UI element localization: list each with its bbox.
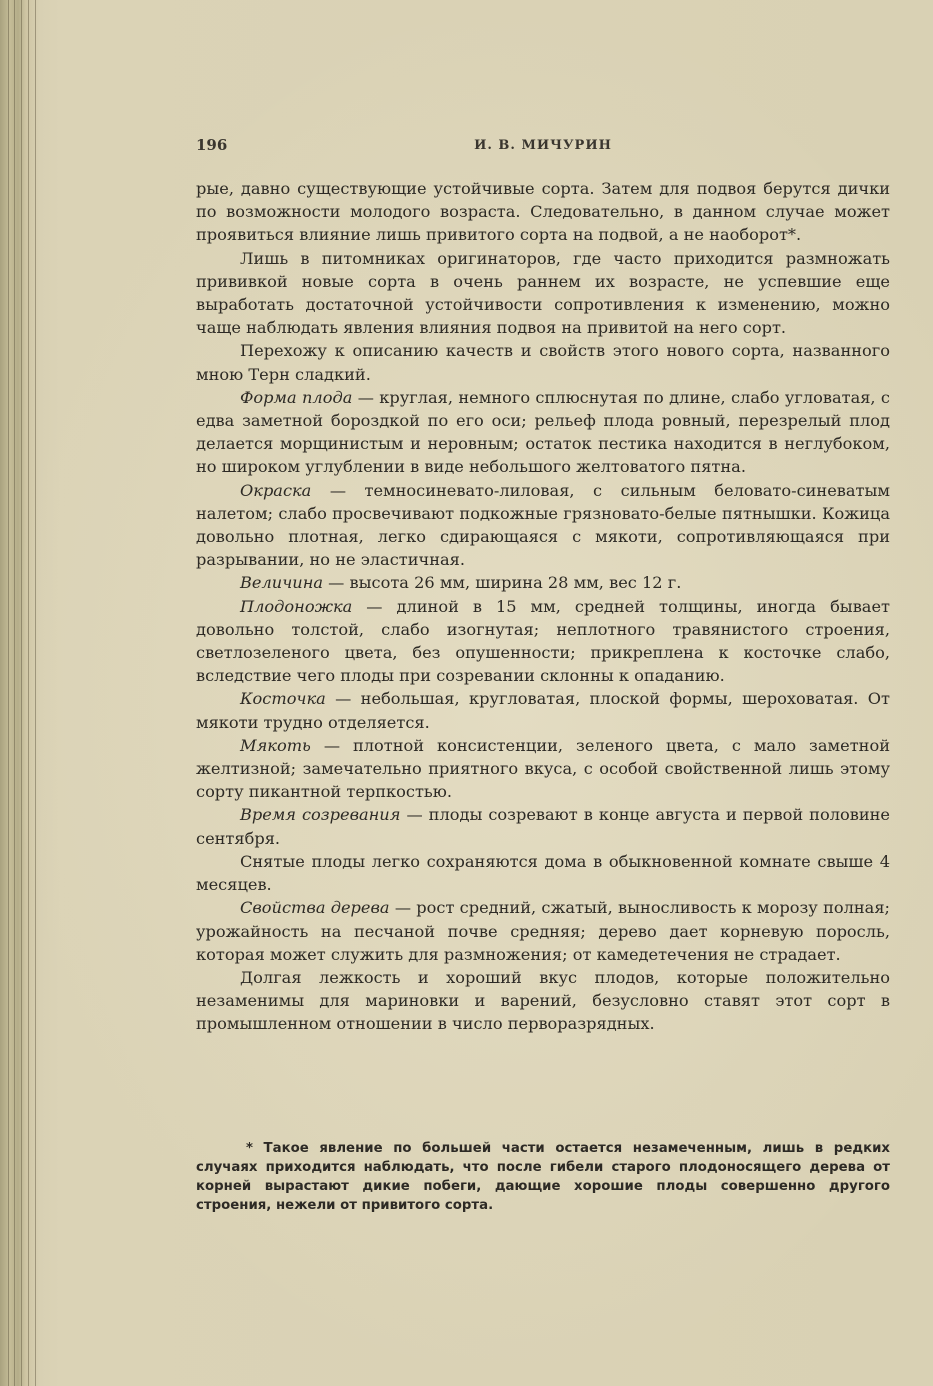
- page-edge-line: [35, 0, 36, 1386]
- paragraph-text: — высота 26 мм, ширина 28 мм, вес 12 г.: [323, 573, 682, 593]
- body-text: [196, 177, 890, 1036]
- footnote-text: * Такое явление по большей части остается незамеченным, лишь в редких случаях приходится наблюдать, что после гибели старого плодоносящего дерева от корней вырастают дикие побеги, дающие хорошие плоды совершенно другого строения, нежели от привитого сорта.: [196, 1141, 890, 1213]
- paragraph: [196, 896, 890, 966]
- paragraph: [196, 571, 890, 594]
- paragraph-text: Лишь в питомниках оригинаторов, где часто приходится размножать прививкой новые сорта в очень раннем их возрасте, не успевшие еще выработать достаточной устойчивости сопротивления к изменению, можно чаще наблюдать явления влияния подвоя на привитой на него сорт.: [196, 248, 890, 338]
- paragraph-text: Снятые плоды легко сохраняются дома в обыкновенной комнате свыше 4 месяцев.: [196, 851, 890, 895]
- paragraph-term: Окраска: [240, 480, 312, 500]
- page-edge-line: [14, 0, 15, 1386]
- paragraph-term: Величина: [240, 573, 324, 593]
- paragraph: [196, 386, 890, 479]
- paragraph: [196, 734, 890, 804]
- running-title: И. В. МИЧУРИН: [474, 138, 612, 153]
- paragraph-text: — небольшая, кругловатая, плоской формы, шероховатая. От мякоти трудно отделяется.: [196, 689, 890, 732]
- paragraph-text: — круглая, немного сплюснутая по длине, слабо угловатая, с едва заметной бороздкой по его оси; рельеф плода ровный, перезрелый плод делается морщинистым и неровным; остаток пестика находится в неглубоком, но широком углублении в виде небольшого желтоватого пятна.: [196, 387, 890, 477]
- paragraph: [196, 966, 890, 1036]
- page-edge-line: [28, 0, 29, 1386]
- paragraph-text: — темносиневато-лиловая, с сильным беловато-синеватым налетом; слабо просвечивают подкожные грязновато-белые пятнышки. Кожица довольно плотная, легко сдирающаяся с мякоти, сопротивляющаяся при разрывании, но не эластичная.: [196, 480, 890, 570]
- paragraph-term: Мякоть: [240, 735, 311, 755]
- paragraph-text: Долгая лежкость и хороший вкус плодов, которые положительно незаменимы для мариновки и варений, безусловно ставят этот сорт в промышленном отношении в число перворазрядных.: [196, 967, 890, 1034]
- paragraph-term: Плодоножка: [240, 596, 353, 616]
- paragraph: [196, 687, 890, 733]
- paragraph-term: Время созревания: [240, 805, 401, 825]
- paragraph: [196, 595, 890, 688]
- page-edge-line: [21, 0, 22, 1386]
- paragraph: [196, 479, 890, 572]
- paragraph: [196, 803, 890, 849]
- page-header: [196, 136, 890, 158]
- paragraph-term: Косточка: [240, 689, 326, 709]
- paragraph-text: Перехожу к описанию качеств и свойств этого нового сорта, названного мною Терн сладкий.: [196, 341, 890, 384]
- page-number: 196: [196, 136, 228, 154]
- paragraph-text: — длиной в 15 мм, средней толщины, иногда бывает довольно толстой, слабо изогнутая; неплотного травянистого строения, светлозеленого цвета, без опушенности; прикреплена к косточке слабо, вследствие чего плоды при созревании склонны к опаданию.: [196, 596, 890, 686]
- paragraph-text: — плоды созревают в конце августа и первой половине сентября.: [196, 805, 890, 848]
- page-edge-line: [8, 0, 9, 1386]
- paragraph: [196, 177, 890, 247]
- paragraph: [196, 339, 890, 385]
- paragraph-text: — плотной консистенции, зеленого цвета, с мало заметной желтизной; замечательно приятного вкуса, с особой свойственной лишь этому сорту пикантной терпкостью.: [196, 735, 890, 802]
- paragraph: [196, 850, 890, 896]
- paragraph-text: — рост средний, сжатый, выносливость к морозу полная; урожайность на песчаной почве средняя; дерево дает корневую поросль, которая может служить для размножения; от камедетечения не страдает.: [196, 898, 890, 964]
- paragraph-term: Свойства дерева: [240, 898, 390, 918]
- paragraph: [196, 247, 890, 340]
- paragraph-term: Форма плода: [240, 387, 353, 407]
- footnote: [196, 1139, 890, 1215]
- paragraph-text: рые, давно существующие устойчивые сорта. Затем для подвоя берутся дички по возможности молодого возраста. Следовательно, в данном случае может проявиться влияние лишь привитого сорта на подвой, а не наоборот*.: [196, 179, 890, 245]
